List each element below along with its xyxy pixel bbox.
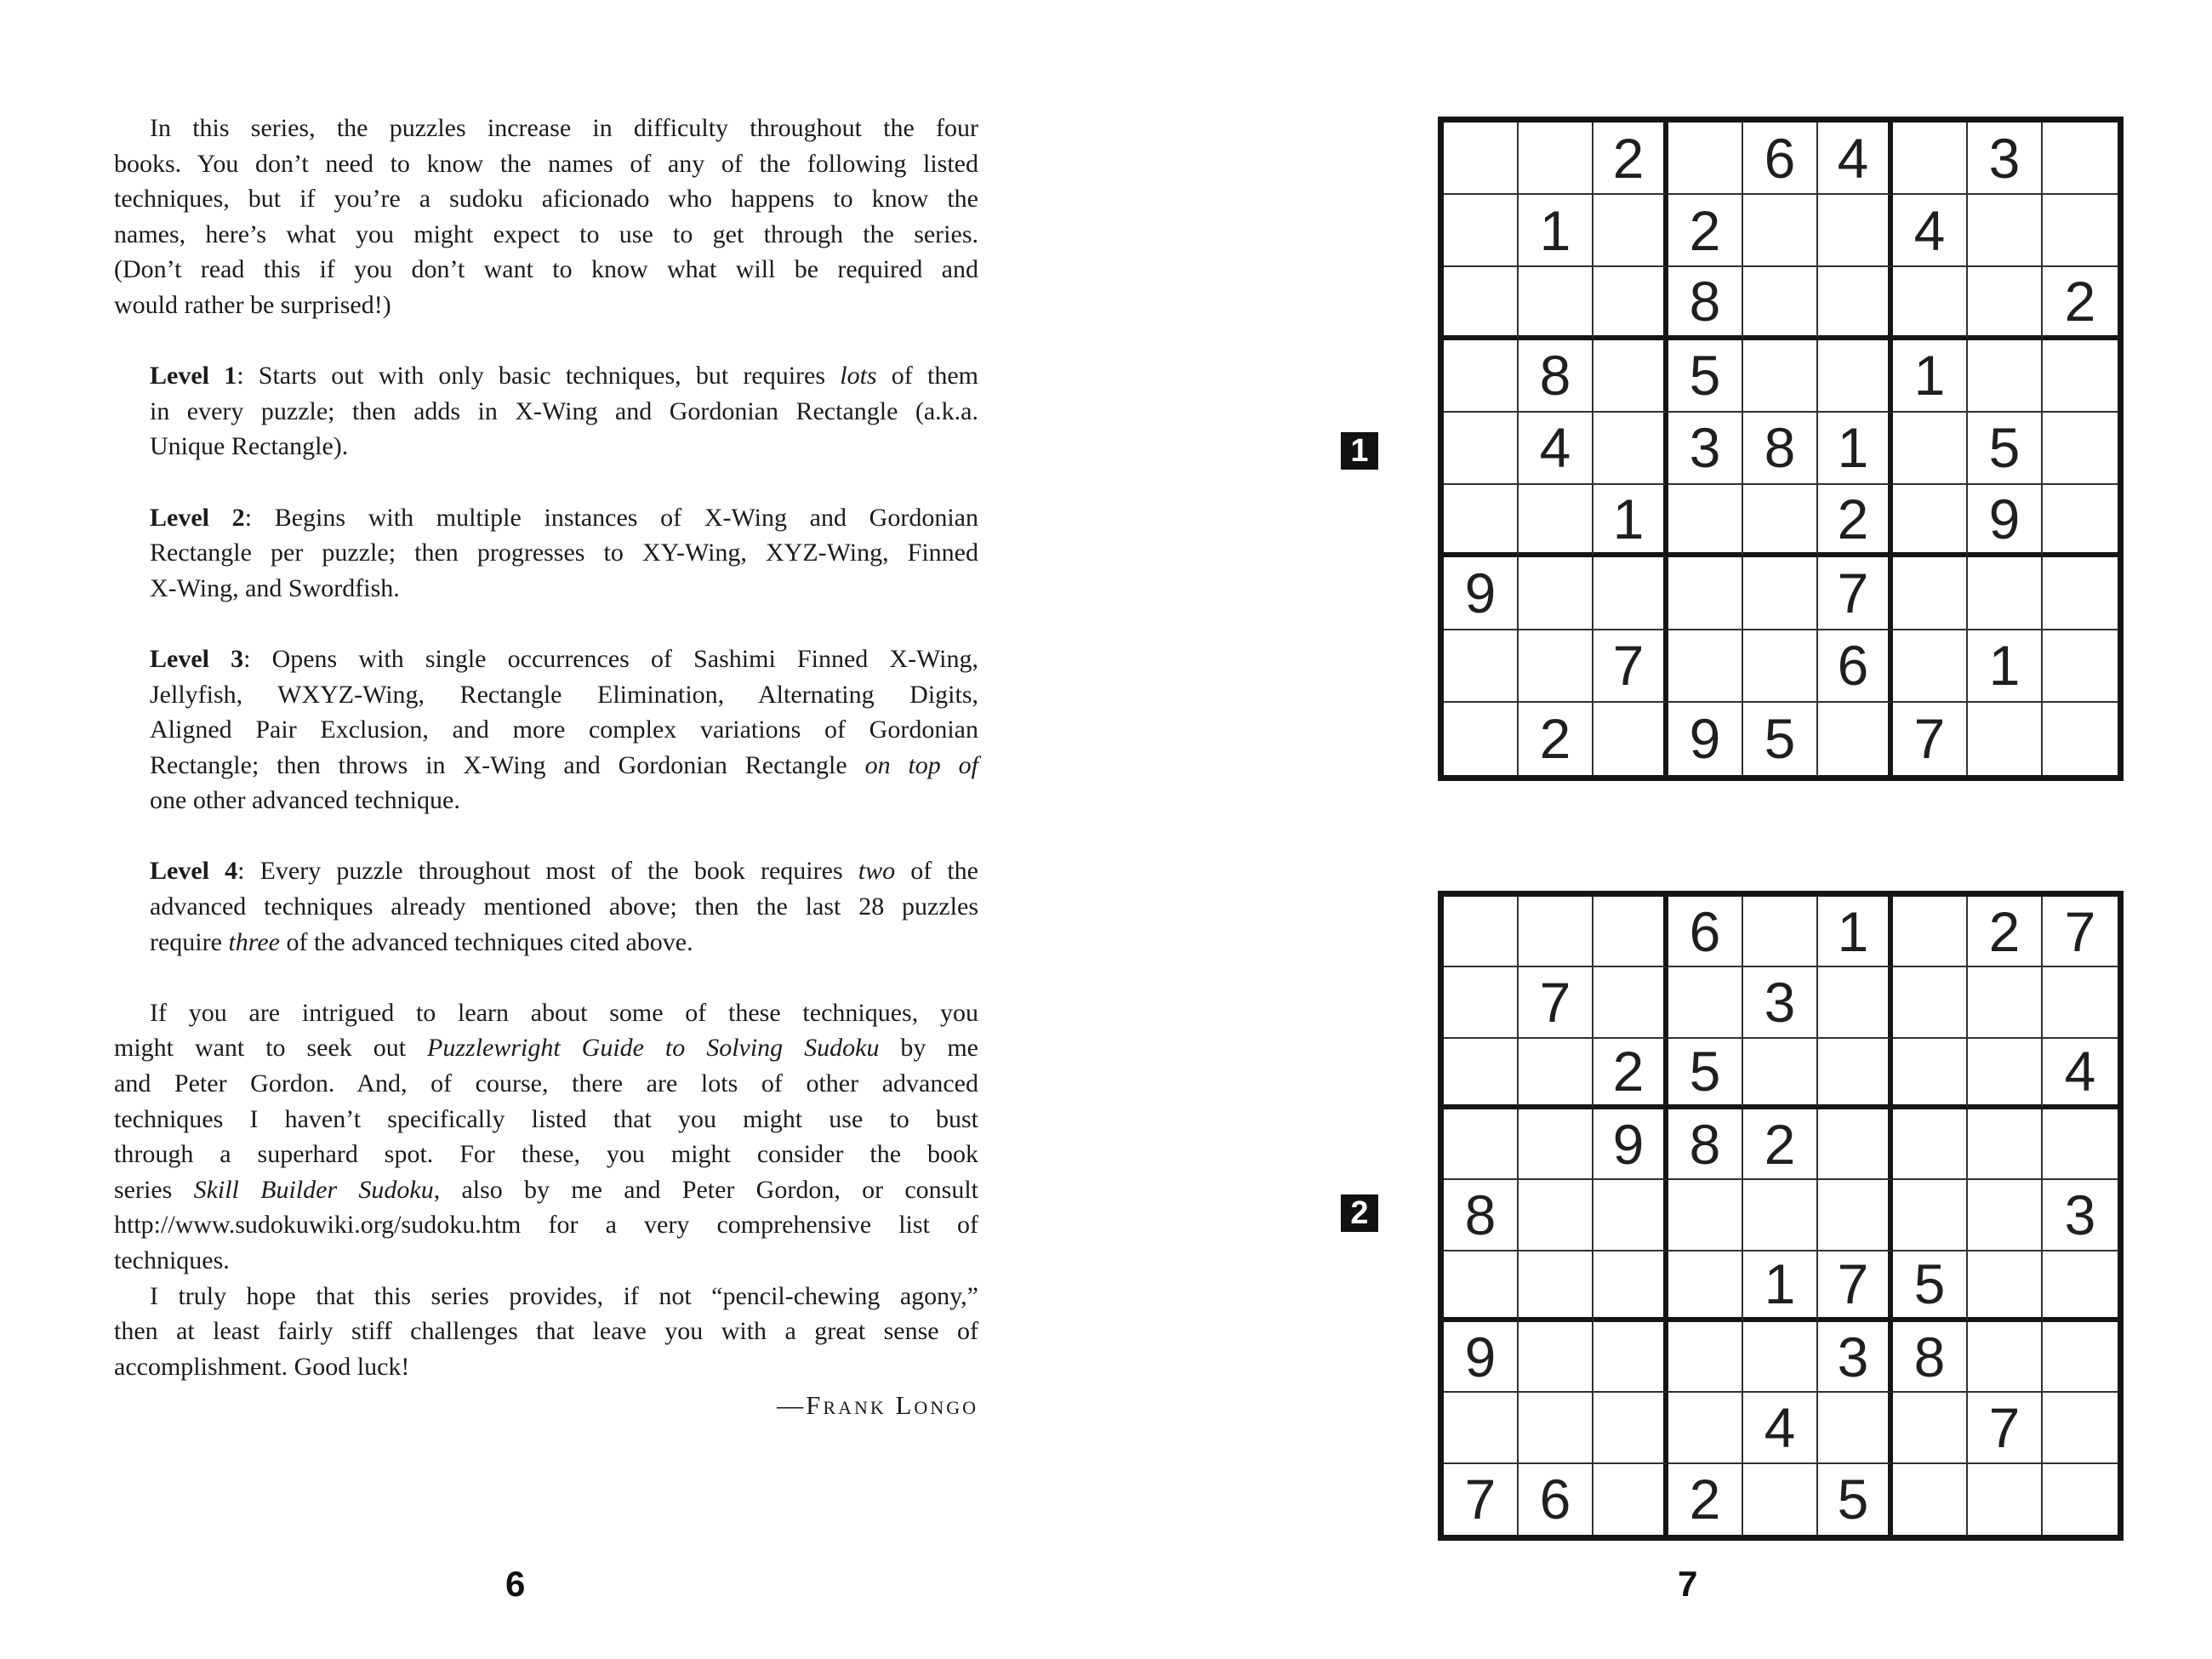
sudoku-cell xyxy=(1668,630,1743,703)
sudoku-cell: 1 xyxy=(1818,413,1893,485)
sudoku-cell xyxy=(1818,703,1893,775)
paragraph xyxy=(114,111,978,323)
sudoku-cell: 5 xyxy=(1668,1039,1743,1109)
sudoku-cell: 2 xyxy=(2043,267,2118,339)
sudoku-cell xyxy=(1818,340,1893,413)
sudoku-cell xyxy=(1893,967,1968,1038)
sudoku-cell xyxy=(1444,340,1519,413)
sudoku-cell xyxy=(1593,1322,1668,1393)
sudoku-cell xyxy=(1444,897,1519,967)
sudoku-cell: 5 xyxy=(1968,413,2043,485)
sudoku-cell: 6 xyxy=(1743,123,1818,195)
sudoku-cell xyxy=(1893,123,1968,195)
text-line: Unique Rectangle). xyxy=(150,432,349,461)
sudoku-cell xyxy=(2043,413,2118,485)
sudoku-cell xyxy=(1668,1393,1743,1463)
sudoku-cell: 2 xyxy=(1593,1039,1668,1109)
sudoku-cell xyxy=(1519,630,1593,703)
sudoku-cell xyxy=(2043,1251,2118,1322)
sudoku-cell xyxy=(1893,1393,1968,1463)
sudoku-cell xyxy=(1444,1251,1519,1322)
text-line: Rectangle per puzzle; then progresses to XY-Wing, XYZ-Wing, Finned xyxy=(150,539,978,567)
sudoku-cell: 6 xyxy=(1519,1464,1593,1535)
sudoku-cell xyxy=(1593,703,1668,775)
sudoku-cell xyxy=(1519,1393,1593,1463)
sudoku-cell xyxy=(1743,195,1818,267)
sudoku-cell xyxy=(1519,897,1593,967)
sudoku-cell xyxy=(1593,1464,1668,1535)
text-line: (Don’t read this if you don’t want to know what will be required and xyxy=(114,255,978,284)
text-line: Rectangle; then throws in X-Wing and Gordonian Rectangle on top of xyxy=(150,750,979,779)
sudoku-cell xyxy=(1668,1322,1743,1393)
sudoku-cell xyxy=(1968,557,2043,630)
sudoku-cell: 9 xyxy=(1444,557,1519,630)
sudoku-cell xyxy=(1668,485,1743,557)
sudoku-cell xyxy=(1519,1180,1593,1251)
text-line: In this series, the puzzles increase in difficulty throughout the four xyxy=(150,114,978,142)
sudoku-cell xyxy=(1968,703,2043,775)
sudoku-cell xyxy=(1893,413,1968,485)
sudoku-cell xyxy=(1743,1464,1818,1535)
text-line: through a superhard spot. For these, you might consider the book xyxy=(114,1140,978,1169)
sudoku-cell xyxy=(1444,1039,1519,1109)
sudoku-cell xyxy=(2043,703,2118,775)
sudoku-cell xyxy=(1444,1393,1519,1463)
sudoku-cell xyxy=(1818,1393,1893,1463)
sudoku-cell xyxy=(2043,1464,2118,1535)
sudoku-cell: 7 xyxy=(1444,1464,1519,1535)
sudoku-cell xyxy=(1893,267,1968,339)
text-line: books. You don’t need to know the names of any of the following listed xyxy=(114,149,978,178)
text-line: series Skill Builder Sudoku, also by me and Peter Gordon, or consult xyxy=(114,1175,978,1204)
sudoku-cell xyxy=(1743,630,1818,703)
sudoku-cell xyxy=(1593,1251,1668,1322)
sudoku-cell xyxy=(2043,630,2118,703)
sudoku-cell xyxy=(1818,967,1893,1038)
sudoku-cell: 7 xyxy=(1968,1393,2043,1463)
sudoku-cell: 8 xyxy=(1444,1180,1519,1251)
sudoku-cell xyxy=(1743,1039,1818,1109)
page-right xyxy=(1106,0,2212,1659)
paragraphs-container xyxy=(114,111,978,1384)
sudoku-cell xyxy=(1968,267,2043,339)
sudoku-cell xyxy=(1444,630,1519,703)
sudoku-cell xyxy=(2043,485,2118,557)
sudoku-cell: 8 xyxy=(1668,1109,1743,1180)
sudoku-cell xyxy=(1668,967,1743,1038)
sudoku-cell: 6 xyxy=(1668,897,1743,967)
sudoku-cell xyxy=(1968,967,2043,1038)
sudoku-cell xyxy=(2043,1109,2118,1180)
sudoku-cell xyxy=(1893,1109,1968,1180)
sudoku-cell: 2 xyxy=(1593,123,1668,195)
sudoku-cell xyxy=(1519,557,1593,630)
sudoku-cell xyxy=(1893,1180,1968,1251)
text-line: techniques. xyxy=(114,1246,230,1274)
sudoku-cell xyxy=(2043,1322,2118,1393)
sudoku-cell: 4 xyxy=(2043,1039,2118,1109)
sudoku-cell xyxy=(1893,1039,1968,1109)
sudoku-cell: 1 xyxy=(1743,1251,1818,1322)
sudoku-cell: 1 xyxy=(1968,630,2043,703)
sudoku-cell: 2 xyxy=(1743,1109,1818,1180)
sudoku-cell xyxy=(1968,1039,2043,1109)
paragraph xyxy=(150,641,978,818)
sudoku-grid-1 xyxy=(1438,117,2124,781)
sudoku-cell xyxy=(1668,1251,1743,1322)
sudoku-cell xyxy=(1593,897,1668,967)
sudoku-cell xyxy=(2043,195,2118,267)
text-line: then at least fairly stiff challenges that leave you with a great sense of xyxy=(114,1317,978,1346)
text-line: http://www.sudokuwiki.org/sudoku.htm for a very comprehensive list of xyxy=(114,1211,978,1240)
sudoku-cell: 7 xyxy=(1593,630,1668,703)
text-line: names, here’s what you might expect to use to get through the series. xyxy=(114,219,978,248)
text-line: in every puzzle; then adds in X-Wing and Gordonian Rectangle (a.k.a. xyxy=(150,396,978,425)
text-line: require three of the advanced techniques cited above. xyxy=(150,927,693,956)
sudoku-cell xyxy=(1444,967,1519,1038)
text-line: X-Wing, and Swordfish. xyxy=(150,573,400,602)
sudoku-cell xyxy=(1968,1322,2043,1393)
sudoku-cell: 2 xyxy=(1668,195,1743,267)
sudoku-cell xyxy=(1818,195,1893,267)
sudoku-cell: 3 xyxy=(1668,413,1743,485)
sudoku-cell xyxy=(1743,1180,1818,1251)
sudoku-cell xyxy=(1968,1464,2043,1535)
puzzle-1-label: 1 xyxy=(1341,432,1378,470)
puzzle-2-label: 2 xyxy=(1341,1194,1378,1232)
sudoku-cell xyxy=(1519,1251,1593,1322)
sudoku-cell xyxy=(1968,340,2043,413)
sudoku-cell: 5 xyxy=(1743,703,1818,775)
sudoku-cell: 9 xyxy=(1444,1322,1519,1393)
sudoku-cell xyxy=(1593,967,1668,1038)
text-line: Level 1: Starts out with only basic techniques, but requires lots of them xyxy=(150,362,979,391)
sudoku-cell xyxy=(1668,123,1743,195)
sudoku-cell: 4 xyxy=(1818,123,1893,195)
sudoku-cell: 2 xyxy=(1519,703,1593,775)
sudoku-cell xyxy=(2043,1393,2118,1463)
sudoku-cell xyxy=(2043,557,2118,630)
paragraph xyxy=(150,358,978,465)
paragraph xyxy=(150,500,978,607)
sudoku-cell: 1 xyxy=(1893,340,1968,413)
sudoku-cell: 4 xyxy=(1743,1393,1818,1463)
sudoku-cell: 7 xyxy=(2043,897,2118,967)
text-line: one other advanced technique. xyxy=(150,786,460,815)
sudoku-cell xyxy=(2043,967,2118,1038)
sudoku-cell: 2 xyxy=(1818,485,1893,557)
sudoku-cell: 3 xyxy=(2043,1180,2118,1251)
instructions-text xyxy=(114,111,978,1423)
text-line: advanced techniques already mentioned above; then the last 28 puzzles xyxy=(150,892,978,921)
sudoku-cell: 7 xyxy=(1519,967,1593,1038)
sudoku-cell xyxy=(1743,340,1818,413)
sudoku-cell xyxy=(1444,267,1519,339)
sudoku-cell xyxy=(1593,413,1668,485)
sudoku-cell xyxy=(2043,340,2118,413)
text-line: I truly hope that this series provides, if not “pencil-chewing agony,” xyxy=(150,1281,978,1310)
sudoku-cell xyxy=(1444,485,1519,557)
sudoku-cell xyxy=(1743,557,1818,630)
sudoku-cell: 1 xyxy=(1593,485,1668,557)
text-line: would rather be surprised!) xyxy=(114,290,391,319)
sudoku-cell xyxy=(2043,123,2118,195)
sudoku-cell xyxy=(1743,267,1818,339)
sudoku-cell xyxy=(1743,1322,1818,1393)
sudoku-cell xyxy=(1444,703,1519,775)
sudoku-cell xyxy=(1818,267,1893,339)
sudoku-cell xyxy=(1519,1109,1593,1180)
sudoku-cell: 4 xyxy=(1893,195,1968,267)
sudoku-cell: 8 xyxy=(1893,1322,1968,1393)
sudoku-cell: 4 xyxy=(1519,413,1593,485)
paragraph xyxy=(114,995,978,1279)
page-number-left: 6 xyxy=(505,1564,526,1604)
sudoku-cell: 7 xyxy=(1818,557,1893,630)
sudoku-cell: 9 xyxy=(1968,485,2043,557)
sudoku-cell: 6 xyxy=(1818,630,1893,703)
sudoku-cell xyxy=(1743,485,1818,557)
text-line: techniques, but if you’re a sudoku aficionado who happens to know the xyxy=(114,185,978,214)
sudoku-cell xyxy=(1893,897,1968,967)
sudoku-cell: 1 xyxy=(1519,195,1593,267)
text-line: might want to seek out Puzzlewright Guide to Solving Sudoku by me xyxy=(114,1034,978,1063)
sudoku-cell xyxy=(1893,485,1968,557)
sudoku-cell xyxy=(1743,897,1818,967)
sudoku-cell xyxy=(1893,557,1968,630)
sudoku-cell xyxy=(1519,123,1593,195)
sudoku-cell xyxy=(1593,267,1668,339)
sudoku-cell xyxy=(1519,485,1593,557)
sudoku-cell: 7 xyxy=(1893,703,1968,775)
sudoku-cell xyxy=(1519,1039,1593,1109)
sudoku-cell xyxy=(1593,557,1668,630)
sudoku-cell xyxy=(1519,1322,1593,1393)
sudoku-cell xyxy=(1968,1180,2043,1251)
sudoku-cell xyxy=(1444,123,1519,195)
sudoku-cell xyxy=(1668,1180,1743,1251)
page-number-right: 7 xyxy=(1678,1564,1698,1604)
sudoku-cell: 5 xyxy=(1668,340,1743,413)
text-line: Level 2: Begins with multiple instances of X-Wing and Gordonian xyxy=(150,503,978,532)
sudoku-cell: 2 xyxy=(1968,897,2043,967)
sudoku-cell xyxy=(1444,195,1519,267)
sudoku-cell: 8 xyxy=(1668,267,1743,339)
text-line: If you are intrigued to learn about some of these techniques, you xyxy=(150,998,978,1027)
sudoku-cell xyxy=(1444,413,1519,485)
sudoku-cell xyxy=(1593,1393,1668,1463)
sudoku-cell: 5 xyxy=(1818,1464,1893,1535)
paragraph xyxy=(114,1279,978,1385)
paragraph xyxy=(150,853,978,960)
sudoku-cell: 8 xyxy=(1519,340,1593,413)
sudoku-cell: 1 xyxy=(1818,897,1893,967)
sudoku-cell xyxy=(1818,1109,1893,1180)
sudoku-cell xyxy=(1668,557,1743,630)
sudoku-cell xyxy=(1968,195,2043,267)
author-signature: —Frank Longo xyxy=(777,1390,978,1421)
sudoku-cell: 2 xyxy=(1668,1464,1743,1535)
sudoku-cell xyxy=(1593,1180,1668,1251)
sudoku-cell: 3 xyxy=(1968,123,2043,195)
text-line: accomplishment. Good luck! xyxy=(114,1352,410,1381)
sudoku-cell xyxy=(1893,630,1968,703)
text-line: techniques I haven’t specifically listed that you might use to bust xyxy=(114,1104,978,1133)
sudoku-cell: 8 xyxy=(1743,413,1818,485)
sudoku-cell xyxy=(1593,340,1668,413)
sudoku-cell: 7 xyxy=(1818,1251,1893,1322)
text-line: and Peter Gordon. And, of course, there are lots of other advanced xyxy=(114,1069,978,1098)
sudoku-cell xyxy=(1968,1109,2043,1180)
sudoku-cell xyxy=(1519,267,1593,339)
text-line: Aligned Pair Exclusion, and more complex variations of Gordonian xyxy=(150,715,978,744)
sudoku-cell: 3 xyxy=(1818,1322,1893,1393)
sudoku-cell: 9 xyxy=(1593,1109,1668,1180)
sudoku-cell xyxy=(1818,1039,1893,1109)
text-line: Level 3: Opens with single occurrences of Sashimi Finned X-Wing, xyxy=(150,644,978,673)
text-line: Jellyfish, WXYZ-Wing, Rectangle Elimination, Alternating Digits, xyxy=(150,680,978,709)
sudoku-cell xyxy=(1893,1464,1968,1535)
sudoku-cell xyxy=(1968,1251,2043,1322)
sudoku-cell: 3 xyxy=(1743,967,1818,1038)
sudoku-cell xyxy=(1444,1109,1519,1180)
text-line: Level 4: Every puzzle throughout most of the book requires two of the xyxy=(150,857,978,886)
sudoku-grid-2 xyxy=(1438,891,2124,1541)
sudoku-cell xyxy=(1593,195,1668,267)
sudoku-cell: 5 xyxy=(1893,1251,1968,1322)
sudoku-cell xyxy=(1818,1180,1893,1251)
sudoku-cell: 9 xyxy=(1668,703,1743,775)
